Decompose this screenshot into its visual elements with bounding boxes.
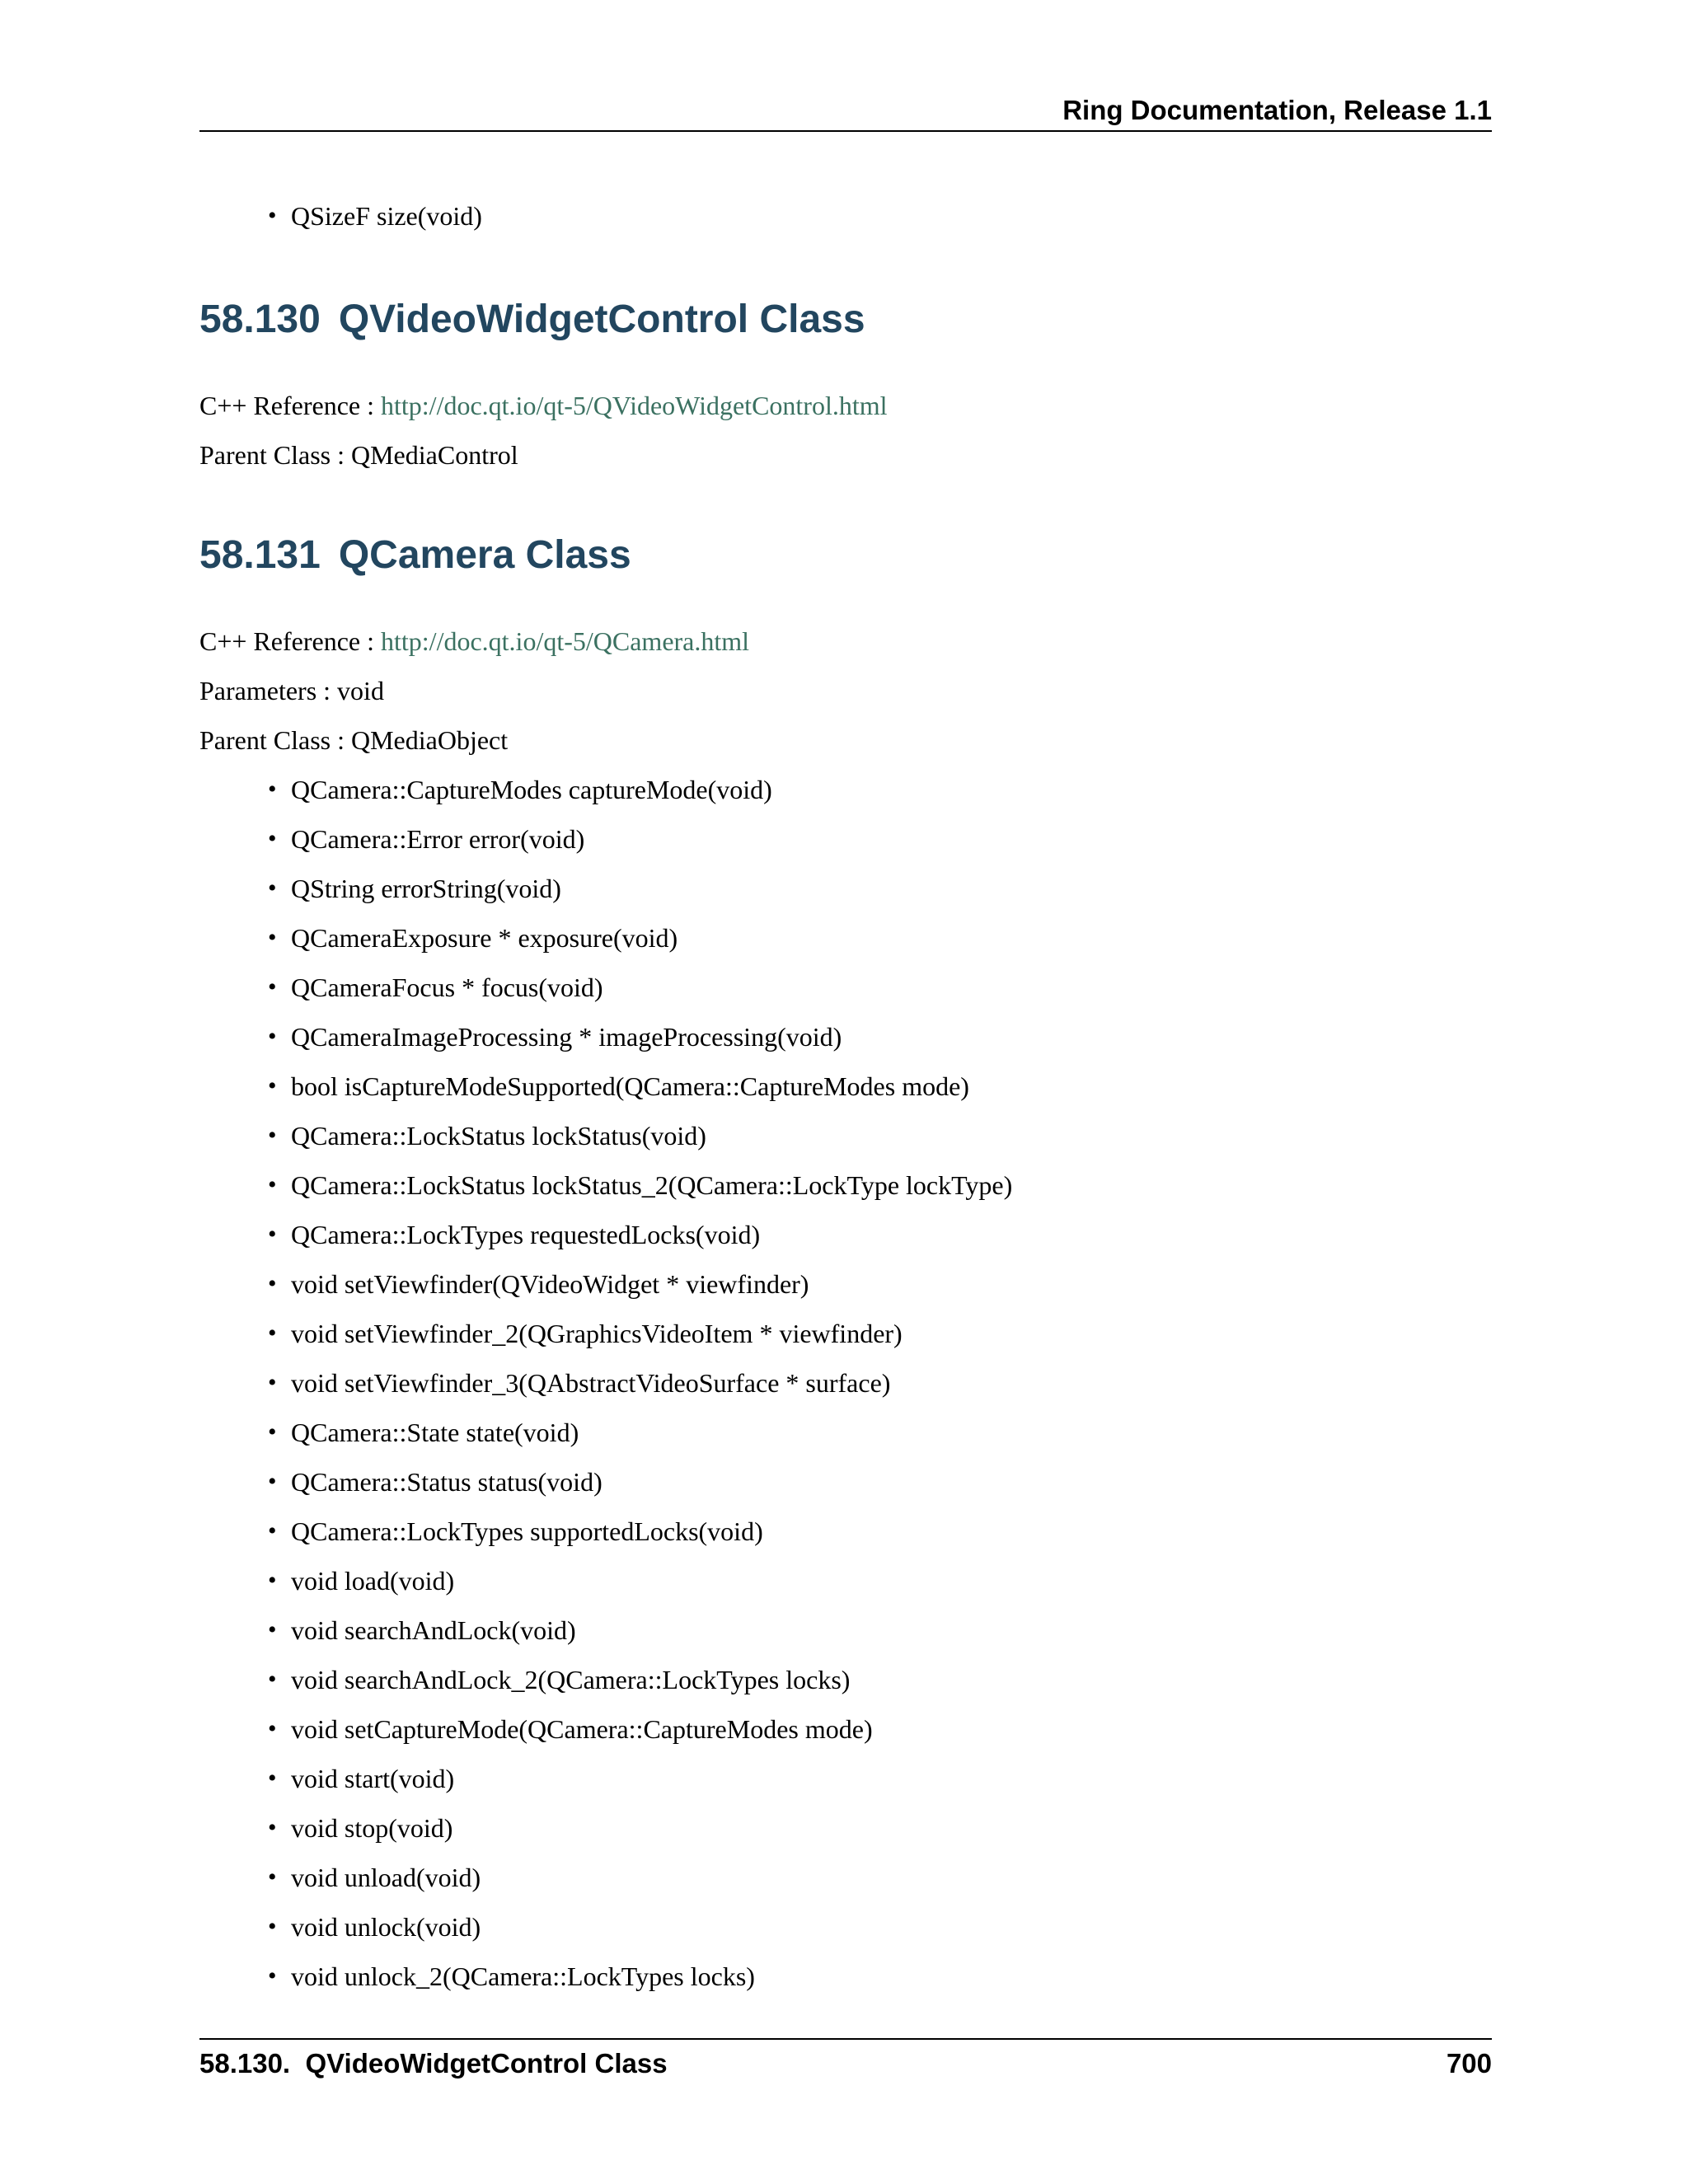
- bullet-icon: •: [268, 1814, 277, 1841]
- bullet-icon: •: [268, 1418, 277, 1446]
- parameters-line: Parameters : void: [199, 676, 384, 705]
- cpp-reference-line: [199, 389, 888, 422]
- list-item: • void unlock(void): [268, 1902, 1012, 1952]
- parent-class-line: Parent Class : QMediaControl: [199, 440, 518, 470]
- bullet-icon: •: [268, 1171, 277, 1198]
- bullet-icon: •: [268, 973, 277, 1001]
- bullet-icon: •: [268, 1715, 277, 1742]
- list-item: • QCamera::LockTypes requestedLocks(void): [268, 1210, 1012, 1259]
- list-item: • QCamera::LockStatus lockStatus(void): [268, 1111, 1012, 1160]
- bullet-icon: •: [268, 1913, 277, 1940]
- bullet-icon: •: [268, 202, 277, 229]
- list-item: • void setCaptureMode(QCamera::CaptureModes mode): [268, 1704, 1012, 1754]
- qcamera-method-list: [268, 765, 1012, 2001]
- section-heading-qvideowidgetcontrol: [199, 295, 865, 344]
- section-title: QCamera Class: [338, 533, 631, 577]
- header-rule: [199, 130, 1492, 132]
- section-heading-qcamera: [199, 531, 631, 580]
- list-item: • void unload(void): [268, 1853, 1012, 1902]
- list-item: • QCameraImageProcessing * imageProcessing(void): [268, 1012, 1012, 1062]
- list-item: • void stop(void): [268, 1803, 1012, 1853]
- bullet-icon: •: [268, 1666, 277, 1693]
- bullet-icon: •: [268, 1369, 277, 1396]
- bullet-icon: •: [268, 1319, 277, 1347]
- bullet-icon: •: [268, 1517, 277, 1544]
- bullet-icon: •: [268, 825, 277, 852]
- list-item: • QCamera::LockStatus lockStatus_2(QCamera::LockType lockType): [268, 1160, 1012, 1210]
- bullet-icon: •: [268, 1616, 277, 1643]
- reference-link[interactable]: http://doc.qt.io/qt-5/QCamera.html: [381, 626, 750, 656]
- bullet-icon: •: [268, 1221, 277, 1248]
- list-item: • void setViewfinder(QVideoWidget * viewfinder): [268, 1259, 1012, 1309]
- list-item: • void searchAndLock_2(QCamera::LockTypes locks): [268, 1655, 1012, 1704]
- list-item: • QCamera::Status status(void): [268, 1457, 1012, 1507]
- bullet-icon: •: [268, 1962, 277, 1990]
- list-item: • void load(void): [268, 1556, 1012, 1605]
- list-item: • QString errorString(void): [268, 864, 1012, 913]
- list-item: • void setViewfinder_2(QGraphicsVideoItem * viewfinder): [268, 1309, 1012, 1358]
- section-number: 58.131: [199, 533, 321, 577]
- top-method-list: [268, 191, 482, 241]
- list-item: • void unlock_2(QCamera::LockTypes locks): [268, 1952, 1012, 2001]
- list-item: • QCamera::CaptureModes captureMode(void): [268, 765, 1012, 814]
- list-item: • QCameraExposure * exposure(void): [268, 913, 1012, 963]
- list-item: • QCamera::State state(void): [268, 1408, 1012, 1457]
- list-item: • void start(void): [268, 1754, 1012, 1803]
- bullet-icon: •: [268, 1863, 277, 1891]
- document-page: [199, 0, 1492, 2184]
- list-item: • QCamera::Error error(void): [268, 814, 1012, 864]
- list-item: • void searchAndLock(void): [268, 1605, 1012, 1655]
- bullet-icon: •: [268, 874, 277, 902]
- reference-label: C++ Reference :: [199, 626, 381, 656]
- list-item: • QCameraFocus * focus(void): [268, 963, 1012, 1012]
- list-item: • void setViewfinder_3(QAbstractVideoSurface * surface): [268, 1358, 1012, 1408]
- section-title: QVideoWidgetControl Class: [338, 298, 865, 341]
- bullet-icon: •: [268, 1122, 277, 1149]
- list-item: • bool isCaptureModeSupported(QCamera::CaptureModes mode): [268, 1062, 1012, 1111]
- bullet-icon: •: [268, 1072, 277, 1099]
- bullet-icon: •: [268, 924, 277, 951]
- bullet-icon: •: [268, 1567, 277, 1594]
- list-item: • QCamera::LockTypes supportedLocks(void): [268, 1507, 1012, 1556]
- footer-section-title: 58.130. QVideoWidgetControl Class: [199, 2048, 668, 2079]
- bullet-icon: •: [268, 1765, 277, 1792]
- reference-label: C++ Reference :: [199, 391, 381, 420]
- bullet-icon: •: [268, 776, 277, 803]
- bullet-icon: •: [268, 1468, 277, 1495]
- section-number: 58.130: [199, 298, 321, 341]
- bullet-icon: •: [268, 1270, 277, 1297]
- parent-class-line: Parent Class : QMediaObject: [199, 725, 509, 755]
- reference-link[interactable]: http://doc.qt.io/qt-5/QVideoWidgetControl.html: [381, 391, 888, 420]
- running-header: Ring Documentation, Release 1.1: [1062, 95, 1492, 125]
- bullet-icon: •: [268, 1023, 277, 1050]
- list-item: • QSizeF size(void): [268, 191, 482, 241]
- page-number: 700: [1446, 2048, 1492, 2079]
- cpp-reference-line: [199, 625, 749, 658]
- footer-rule: [199, 2038, 1492, 2040]
